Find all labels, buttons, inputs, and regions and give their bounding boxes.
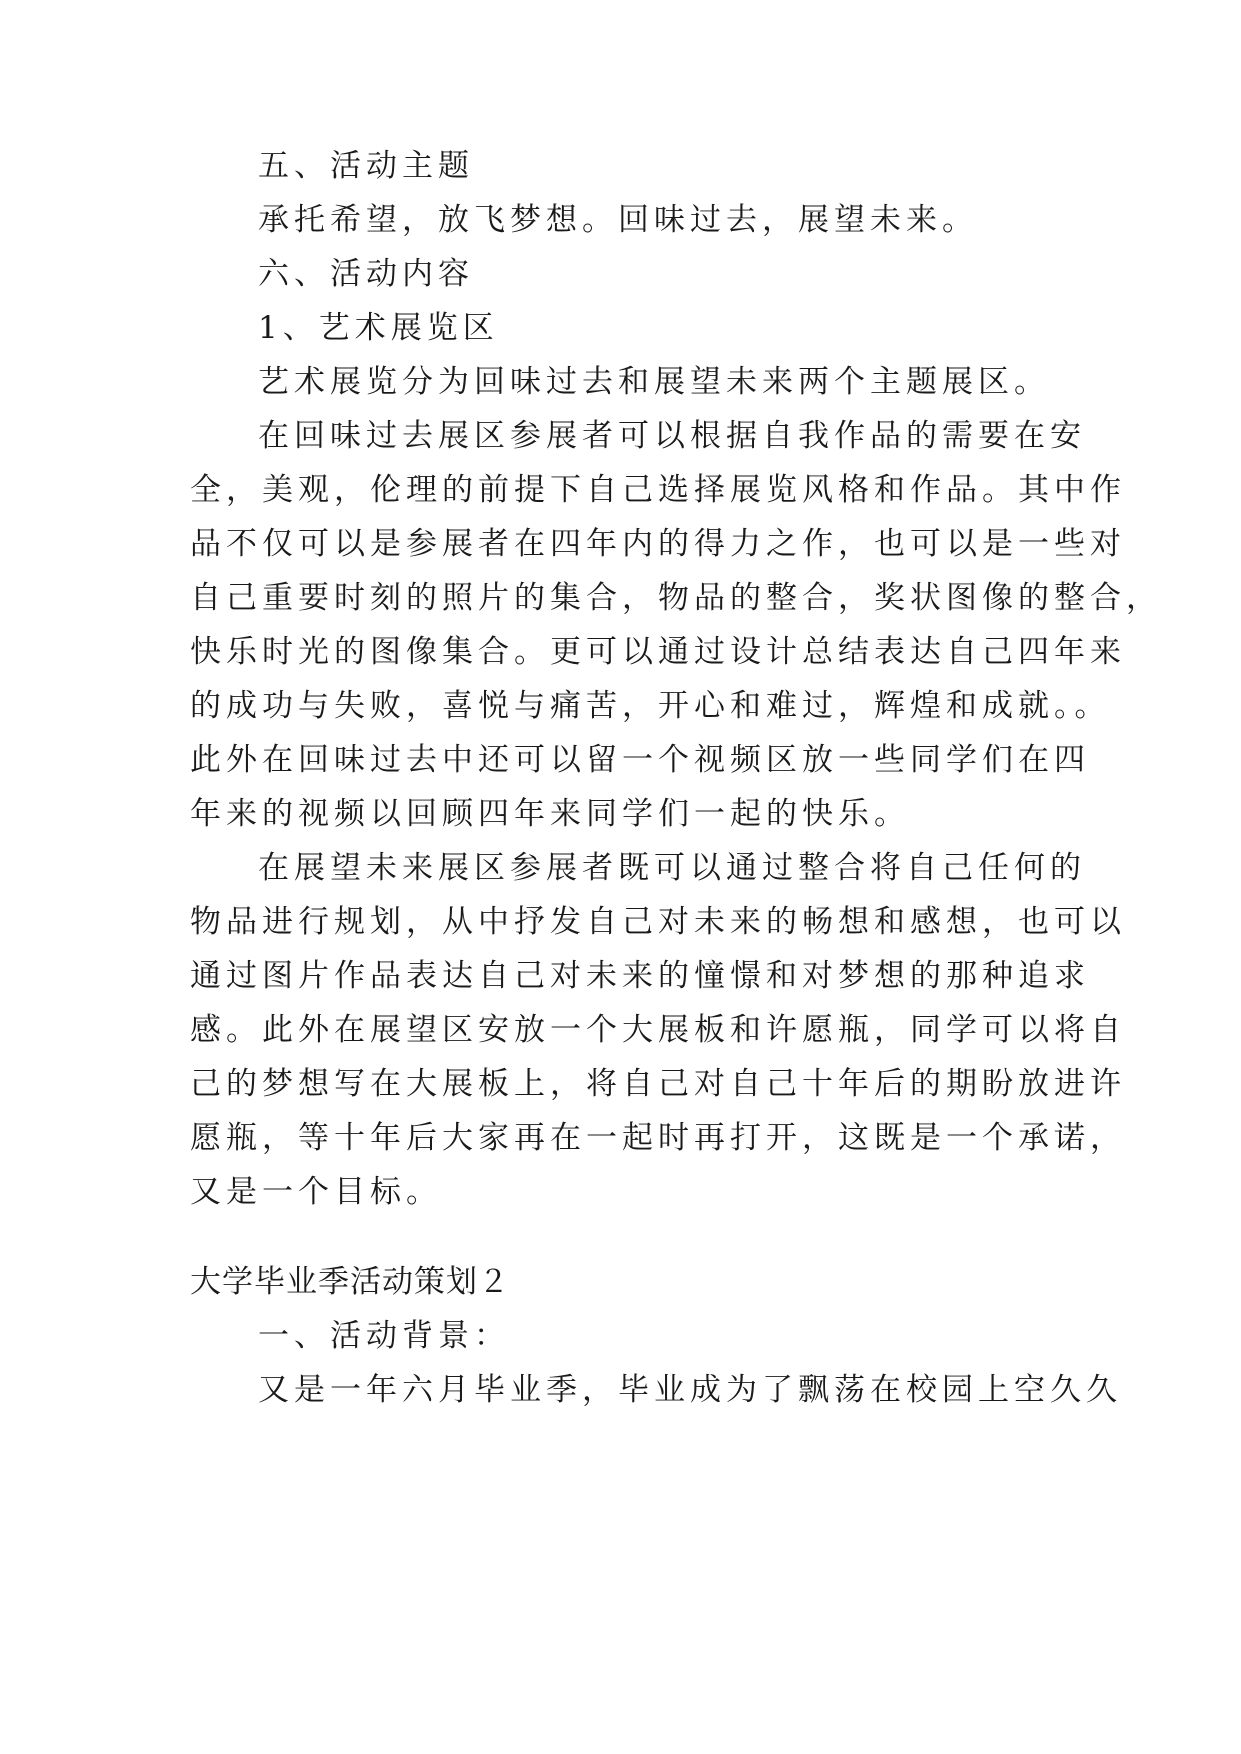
theme-text: 承托希望，放飞梦想。回味过去，展望未来。: [258, 202, 978, 238]
document-title-2: 大学毕业季活动策划２: [190, 1264, 510, 1300]
paragraph-line: 自己重要时刻的照片的集合，物品的整合，奖状图像的整合，: [190, 580, 1162, 616]
paragraph-line: 艺术展览分为回味过去和展望未来两个主题展区。: [258, 364, 1050, 400]
paragraph-line: 全，美观，伦理的前提下自己选择展览风格和作品。其中作: [190, 472, 1126, 508]
paragraph-line: 通过图片作品表达自己对未来的憧憬和对梦想的那种追求: [190, 958, 1090, 994]
section-heading-content: 六、活动内容: [258, 256, 474, 292]
paragraph-line: 在展望未来展区参展者既可以通过整合将自己任何的: [258, 850, 1086, 886]
paragraph-line: 愿瓶，等十年后大家再在一起时再打开，这既是一个承诺，: [190, 1120, 1126, 1156]
paragraph-line: 感。此外在展望区安放一个大展板和许愿瓶，同学可以将自: [190, 1012, 1126, 1048]
paragraph-line: 又是一年六月毕业季，毕业成为了飘荡在校园上空久久: [258, 1372, 1122, 1408]
paragraph-line: 又是一个目标。: [190, 1174, 442, 1210]
paragraph-line: 此外在回味过去中还可以留一个视频区放一些同学们在四: [190, 742, 1090, 778]
paragraph-line: 物品进行规划，从中抒发自己对未来的畅想和感想，也可以: [190, 904, 1126, 940]
paragraph-line: 己的梦想写在大展板上，将自己对自己十年后的期盼放进许: [190, 1066, 1126, 1102]
section-heading-theme: 五、活动主题: [258, 148, 474, 184]
paragraph-line: 快乐时光的图像集合。更可以通过设计总结表达自己四年来: [190, 634, 1126, 670]
paragraph-line: 年来的视频以回顾四年来同学们一起的快乐。: [190, 796, 910, 832]
subheading-art-exhibition: 1、艺术展览区: [258, 310, 499, 346]
paragraph-line: 的成功与失败，喜悦与痛苦，开心和难过，辉煌和成就。。: [190, 688, 1111, 724]
paragraph-line: 品不仅可以是参展者在四年内的得力之作，也可以是一些对: [190, 526, 1126, 562]
paragraph-line: 在回味过去展区参展者可以根据自我作品的需要在安: [258, 418, 1086, 454]
section-heading-background: 一、活动背景：: [258, 1318, 510, 1354]
